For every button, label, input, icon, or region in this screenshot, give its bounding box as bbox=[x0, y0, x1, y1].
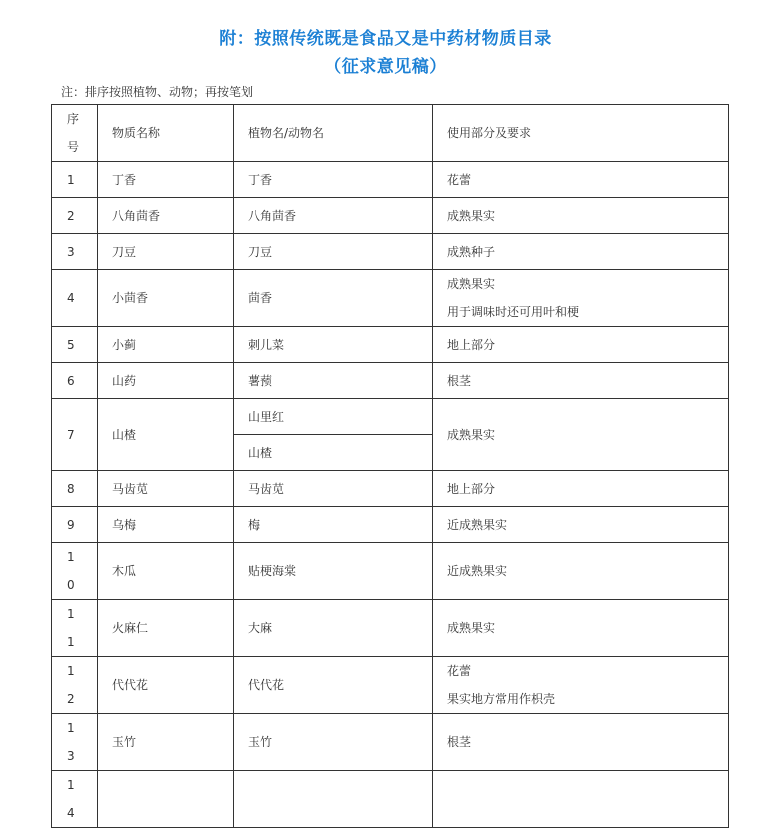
row-plant-name: 代代花 bbox=[234, 657, 433, 714]
row-substance-name: 八角茴香 bbox=[98, 198, 234, 234]
catalog-table bbox=[51, 104, 729, 828]
row-plant-name: 玉竹 bbox=[234, 714, 433, 771]
row-num-line: 3 bbox=[67, 244, 75, 259]
row-num-line: 6 bbox=[67, 373, 75, 388]
table-header-row bbox=[52, 105, 729, 162]
header-name: 物质名称 bbox=[98, 105, 234, 162]
row-num bbox=[52, 363, 98, 399]
row-used-part-line: 成熟种子 bbox=[447, 244, 496, 259]
row-num bbox=[52, 399, 98, 471]
row-num-line: 1 bbox=[67, 664, 75, 678]
row-used-part-line: 成熟果实 bbox=[447, 277, 496, 291]
row-used-part bbox=[433, 162, 729, 198]
row-substance-name: 马齿苋 bbox=[98, 471, 234, 507]
row-num-line: 0 bbox=[67, 578, 75, 592]
row-used-part-line: 成熟果实 bbox=[447, 427, 496, 442]
row-num-line: 2 bbox=[67, 692, 75, 706]
row-num bbox=[52, 471, 98, 507]
row-num-line: 1 bbox=[67, 778, 75, 792]
row-num-line: 1 bbox=[67, 607, 75, 621]
header-num-line: 序 bbox=[67, 112, 80, 126]
row-used-part-line: 成熟果实 bbox=[447, 621, 496, 635]
row-used-part-line: 地上部分 bbox=[447, 337, 496, 352]
table-row bbox=[52, 363, 729, 399]
row-used-part bbox=[433, 327, 729, 363]
row-plant-name: 刀豆 bbox=[234, 234, 433, 270]
row-used-part bbox=[433, 771, 729, 828]
row-used-part-line: 花蕾 bbox=[447, 664, 472, 678]
row-used-part bbox=[433, 714, 729, 771]
table-row bbox=[52, 327, 729, 363]
row-num bbox=[52, 162, 98, 198]
row-plant-name: 刺儿菜 bbox=[234, 327, 433, 363]
row-num bbox=[52, 327, 98, 363]
row-used-part-line: 用于调味时还可用叶和梗 bbox=[447, 305, 580, 319]
row-num bbox=[52, 771, 98, 828]
row-num bbox=[52, 543, 98, 600]
row-used-part-line: 果实地方常用作枳壳 bbox=[447, 692, 556, 706]
row-used-part bbox=[433, 600, 729, 657]
header-plant: 植物名/动物名 bbox=[234, 105, 433, 162]
row-plant-name: 八角茴香 bbox=[234, 198, 433, 234]
header-part: 使用部分及要求 bbox=[433, 105, 729, 162]
row-num bbox=[52, 507, 98, 543]
sort-note: 注：排序按照植物、动物；再按笔划 bbox=[61, 85, 254, 99]
row-substance-name: 山楂 bbox=[98, 399, 234, 471]
row-used-part bbox=[433, 543, 729, 600]
page-subtitle: （征求意见稿） bbox=[324, 57, 447, 77]
row-num-line: 9 bbox=[67, 517, 75, 532]
row-num-line: 1 bbox=[67, 172, 75, 187]
row-used-part bbox=[433, 198, 729, 234]
row-plant-name: 山里红 bbox=[234, 399, 433, 435]
table-row bbox=[52, 198, 729, 234]
header-num-line: 号 bbox=[67, 140, 80, 154]
row-used-part bbox=[433, 270, 729, 327]
page-title: 附：按照传统既是食品又是中药材物质目录 bbox=[219, 29, 552, 49]
row-num-line: 8 bbox=[67, 481, 75, 496]
row-substance-name: 小蓟 bbox=[98, 327, 234, 363]
row-substance-name: 丁香 bbox=[98, 162, 234, 198]
row-substance-name: 木瓜 bbox=[98, 543, 234, 600]
row-plant-name: 贴梗海棠 bbox=[234, 543, 433, 600]
row-used-part-line: 根茎 bbox=[447, 373, 472, 388]
row-num-line: 1 bbox=[67, 550, 75, 564]
table-row bbox=[52, 471, 729, 507]
row-used-part bbox=[433, 399, 729, 471]
row-substance-name bbox=[98, 771, 234, 828]
row-plant-name: 大麻 bbox=[234, 600, 433, 657]
row-num-line: 3 bbox=[67, 749, 75, 763]
row-substance-name: 刀豆 bbox=[98, 234, 234, 270]
row-substance-name: 乌梅 bbox=[98, 507, 234, 543]
header-num bbox=[52, 105, 98, 162]
row-plant-name: 薯蓣 bbox=[234, 363, 433, 399]
row-num-line: 4 bbox=[67, 291, 75, 305]
row-num-line: 4 bbox=[67, 806, 75, 820]
row-used-part bbox=[433, 657, 729, 714]
row-num-line: 1 bbox=[67, 721, 75, 735]
row-used-part-line: 成熟果实 bbox=[447, 208, 496, 223]
row-num bbox=[52, 600, 98, 657]
table-row bbox=[52, 600, 729, 657]
row-num bbox=[52, 198, 98, 234]
row-num bbox=[52, 234, 98, 270]
row-used-part-line: 根茎 bbox=[447, 735, 472, 749]
row-substance-name: 小茴香 bbox=[98, 270, 234, 327]
row-substance-name: 代代花 bbox=[98, 657, 234, 714]
table-row bbox=[52, 399, 729, 435]
row-num-line: 2 bbox=[67, 208, 75, 223]
row-num bbox=[52, 270, 98, 327]
row-plant-name: 茴香 bbox=[234, 270, 433, 327]
row-plant-name: 梅 bbox=[234, 507, 433, 543]
row-used-part bbox=[433, 507, 729, 543]
row-used-part-line: 花蕾 bbox=[447, 172, 472, 187]
table-row bbox=[52, 162, 729, 198]
row-used-part-line: 地上部分 bbox=[447, 481, 496, 496]
row-plant-name: 丁香 bbox=[234, 162, 433, 198]
row-plant-name bbox=[234, 771, 433, 828]
row-num bbox=[52, 657, 98, 714]
row-used-part bbox=[433, 234, 729, 270]
table-row bbox=[52, 234, 729, 270]
table-row bbox=[52, 543, 729, 600]
row-used-part bbox=[433, 471, 729, 507]
row-substance-name: 玉竹 bbox=[98, 714, 234, 771]
row-num bbox=[52, 714, 98, 771]
row-num-line: 1 bbox=[67, 635, 75, 649]
table-row bbox=[52, 270, 729, 327]
table-row bbox=[52, 507, 729, 543]
row-num-line: 7 bbox=[67, 427, 75, 442]
row-plant-name: 马齿苋 bbox=[234, 471, 433, 507]
row-plant-name: 山楂 bbox=[234, 435, 433, 471]
row-used-part bbox=[433, 363, 729, 399]
table-row bbox=[52, 771, 729, 828]
table-row bbox=[52, 657, 729, 714]
table-row bbox=[52, 714, 729, 771]
row-substance-name: 火麻仁 bbox=[98, 600, 234, 657]
row-substance-name: 山药 bbox=[98, 363, 234, 399]
row-used-part-line: 近成熟果实 bbox=[447, 517, 508, 532]
row-num-line: 5 bbox=[67, 337, 75, 352]
row-used-part-line: 近成熟果实 bbox=[447, 564, 508, 578]
